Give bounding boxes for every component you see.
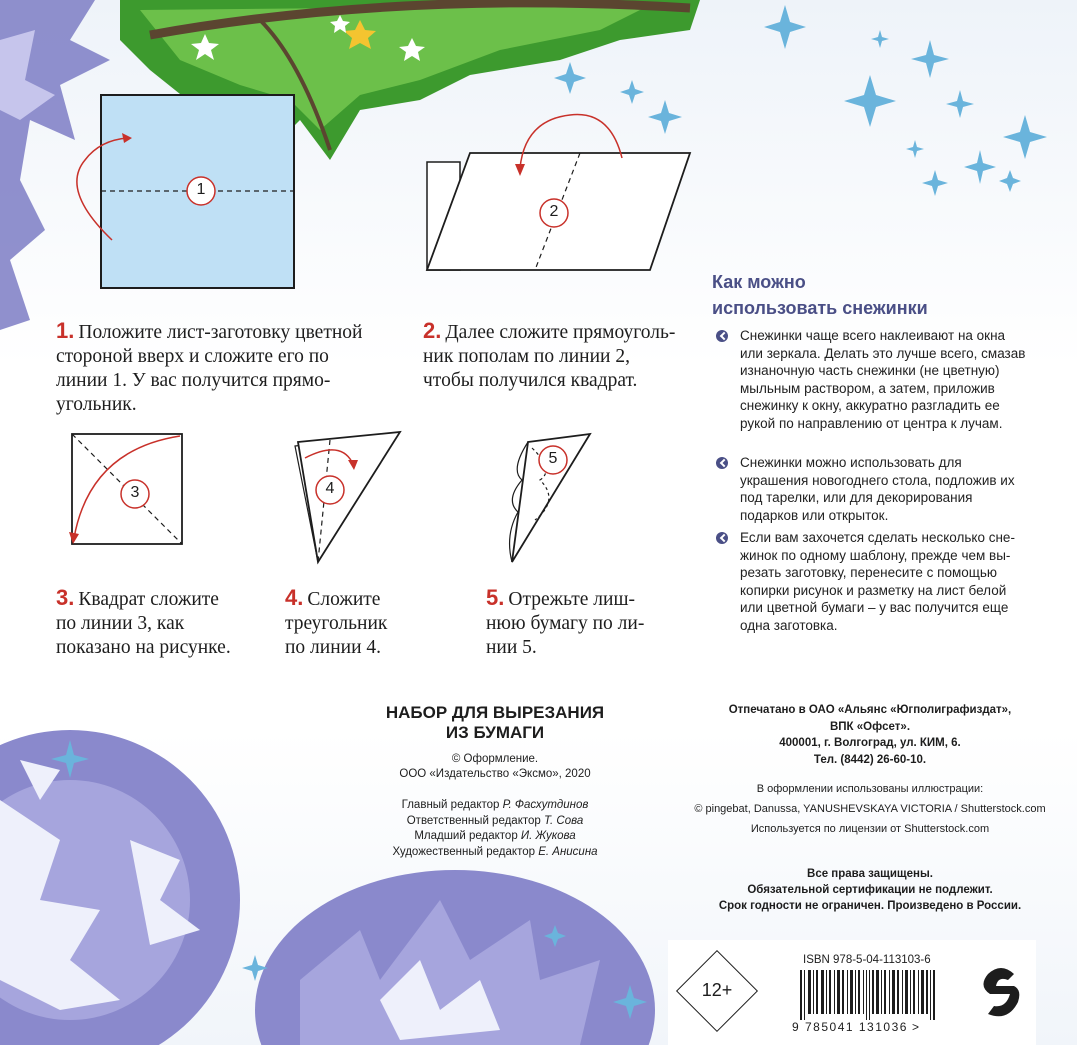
diagram-label-4: 4	[325, 480, 335, 497]
step-1-text: 1. Положите лист-заготовку цветной стороной вверх и сложите его по линии 1. У вас получится прямо- угольник.	[56, 318, 363, 415]
printer-info: Отпечатано в ОАО «Альянс «Югполиграфиздат», ВПК «Офсет». 400001, г. Волгоград, ул. КИМ, 6. Тел. (8442) 26-60-10.	[728, 704, 1012, 766]
step-number: 5.	[486, 585, 505, 610]
tip-item: Снежинки чаще всего наклеивают на окна или зеркала. Делать это лучше всего, смазав изнаночную часть снежинки (не цветную) мыльным раствором, а затем, приложив снежинку к окну, аккуратно разгладить ее рукой по направлению от центра к лучам.	[716, 327, 1030, 432]
diagram-step-1	[77, 95, 294, 288]
step-number: 3.	[56, 585, 75, 610]
diagram-label-5: 5	[548, 450, 558, 467]
editor-line: Ответственный редактор Т. Сова	[406, 814, 584, 827]
editor-line: Младший редактор И. Жукова	[414, 830, 576, 842]
diagram-step-4	[295, 432, 400, 562]
rights-block: Все права защищены. Обязательной сертификации не подлежит. Срок годности не ограничен. Произведено в России.	[718, 868, 1022, 912]
illustration-credits: В оформлении использованы иллюстрации: © pingebat, Danussa, YANUSHEVSKAYA VICTORIA / Shutterstock.com Используется по лицензии от Shutterstock.com	[694, 783, 1046, 835]
editor-line: Художественный редактор Е. Анисина	[392, 845, 598, 858]
copyright-block: © Оформление. ООО «Издательство «Эксмо», 2020	[399, 753, 591, 780]
usage-title: Как можно использовать снежинки	[712, 272, 928, 318]
diagram-label-3: 3	[130, 484, 140, 501]
step-2-text: 2. Далее сложите прямоуголь- ник пополам по линии 2, чтобы получился квадрат.	[423, 318, 676, 391]
diagram-step-2	[427, 115, 690, 270]
diagram-label-1: 1	[196, 181, 206, 198]
step-3-text: 3. Квадрат сложите по линии 3, как показано на рисунке.	[56, 585, 231, 658]
step-number: 1.	[56, 318, 75, 343]
product-title: НАБОР ДЛЯ ВЫРЕЗАНИЯ ИЗ БУМАГИ	[385, 703, 605, 742]
editor-line: Главный редактор Р. Фасхутдинов	[401, 799, 589, 811]
age-rating-label: 12+	[701, 980, 733, 1000]
diagram-label-2: 2	[549, 203, 559, 220]
tip-item: Снежинки можно использовать для украшения новогоднего стола, подложив их под тарелки, или для декорирования подарков или открыток.	[716, 454, 1030, 524]
isbn-panel	[668, 940, 1036, 1045]
isbn-text: ISBN 978-5-04-113103-6	[803, 954, 931, 966]
check-bullet-icon	[716, 457, 728, 469]
barcode-digits: 9 785041 131036 >	[792, 1020, 921, 1034]
tip-item: Если вам захочется сделать несколько сне-жинок по одному шаблону, прежде чем вы-резать заготовку, перенесите с помощью копирки рисунок и разметку на лист белой или цветной бумаги – у вас получится еще одна заготовка.	[716, 529, 1030, 634]
step-5-text: 5. Отрежьте лиш- нюю бумагу по ли- нии 5.	[486, 585, 645, 658]
editors-block	[350, 798, 640, 860]
barcode-icon	[796, 970, 956, 1020]
step-number: 4.	[285, 585, 304, 610]
step-4-text: 4. Сложите треугольник по линии 4.	[285, 585, 388, 658]
step-number: 2.	[423, 318, 442, 343]
publisher-logo-icon	[976, 962, 1026, 1022]
check-bullet-icon	[716, 330, 728, 342]
check-bullet-icon	[716, 532, 728, 544]
